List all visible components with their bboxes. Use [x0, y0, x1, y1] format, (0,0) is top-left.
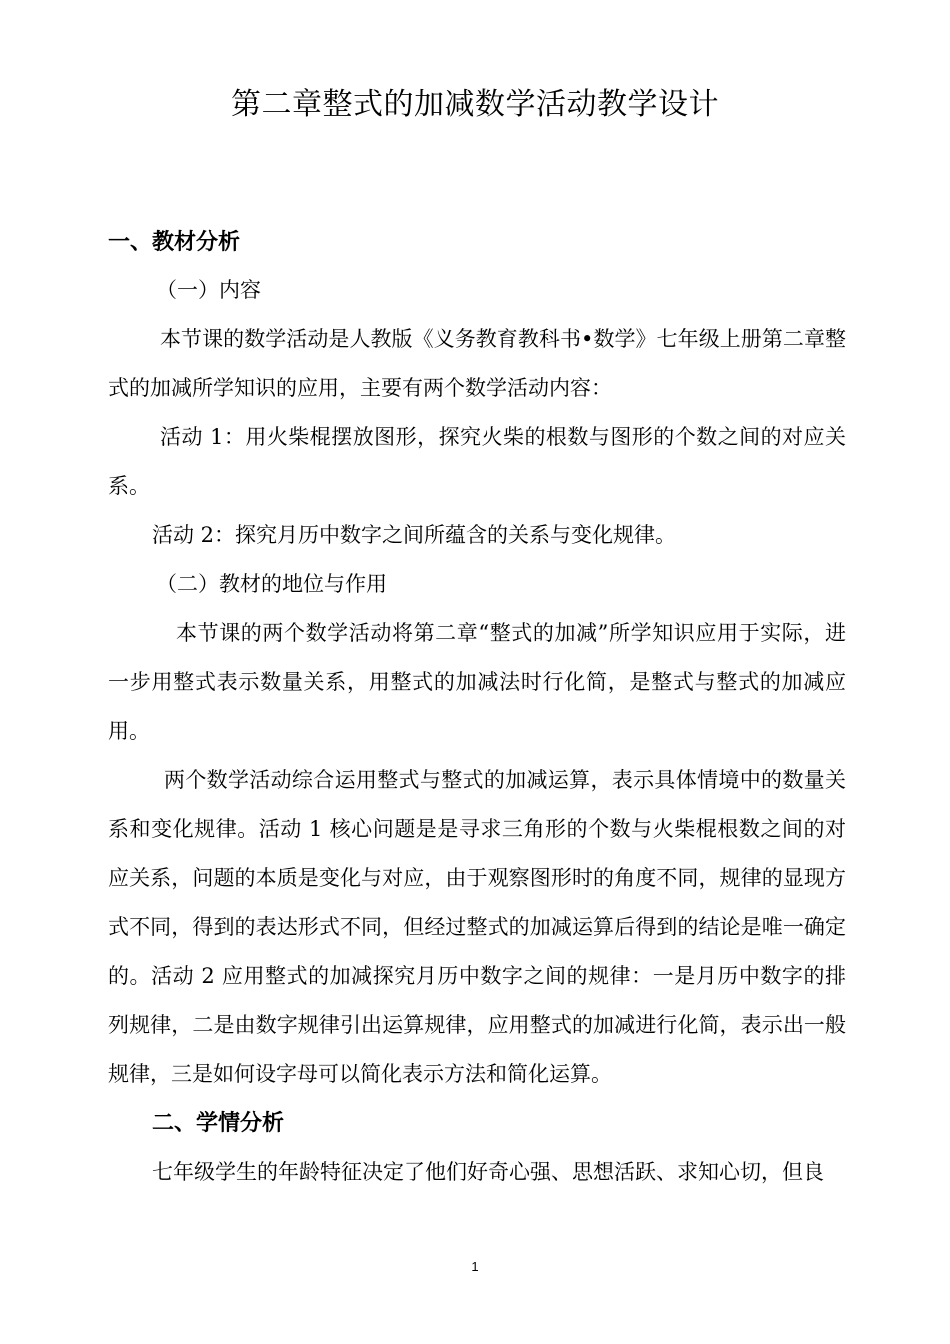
- paragraph-status-and-role: 本节课的两个数学活动将第二章“整式的加减”所学知识应用于实际，进一步用整式表示数量关系，用整式的加减法时行化简，是整式与整式的加减应用。: [108, 621, 846, 743]
- section-heading-learner-analysis: 二、学情分析: [152, 1111, 285, 1136]
- paragraph-learner-analysis: 七年级学生的年龄特征决定了他们好奇心强、思想活跃、求知心切，但良: [152, 1160, 824, 1184]
- document-body: [108, 218, 846, 1197]
- document-title: 第二章整式的加减数学活动教学设计: [231, 87, 719, 122]
- paragraph-activity-1: 活动 1：用火柴棍摆放图形，探究火柴的根数与图形的个数之间的对应关系。: [108, 425, 846, 498]
- paragraph-activity-details: 两个数学活动综合运用整式与整式的加减运算，表示具体情境中的数量关系和变化规律。活动 1 核心问题是是寻求三角形的个数与火柴棍根数之间的对应关系，问题的本质是变化与对应，由于观察图形时的角度不同，规律的显现方式不同，得到的表达形式不同，但经过整式的加减运算后得到的结论是唯一确定的。活动 2 应用整式的加减探究月历中数字之间的规律：一是月历中数字的排列规律，二是由数字规律引出运算规律，应用整式的加减进行化简，表示出一般规律，三是如何设字母可以简化表示方法和简化运算。: [108, 768, 846, 1086]
- page-number: 1: [471, 1259, 479, 1274]
- paragraph-intro: 本节课的数学活动是人教版《义务教育教科书•数学》七年级上册第二章整式的加减所学知识的应用，主要有两个数学活动内容：: [108, 327, 846, 400]
- section-heading-textbook-analysis: 一、教材分析: [108, 230, 241, 255]
- subheading-status-and-role: （二）教材的地位与作用: [156, 572, 387, 596]
- paragraph-activity-2: 活动 2：探究月历中数字之间所蕴含的关系与变化规律。: [152, 523, 677, 547]
- subheading-content: （一）内容: [156, 278, 261, 302]
